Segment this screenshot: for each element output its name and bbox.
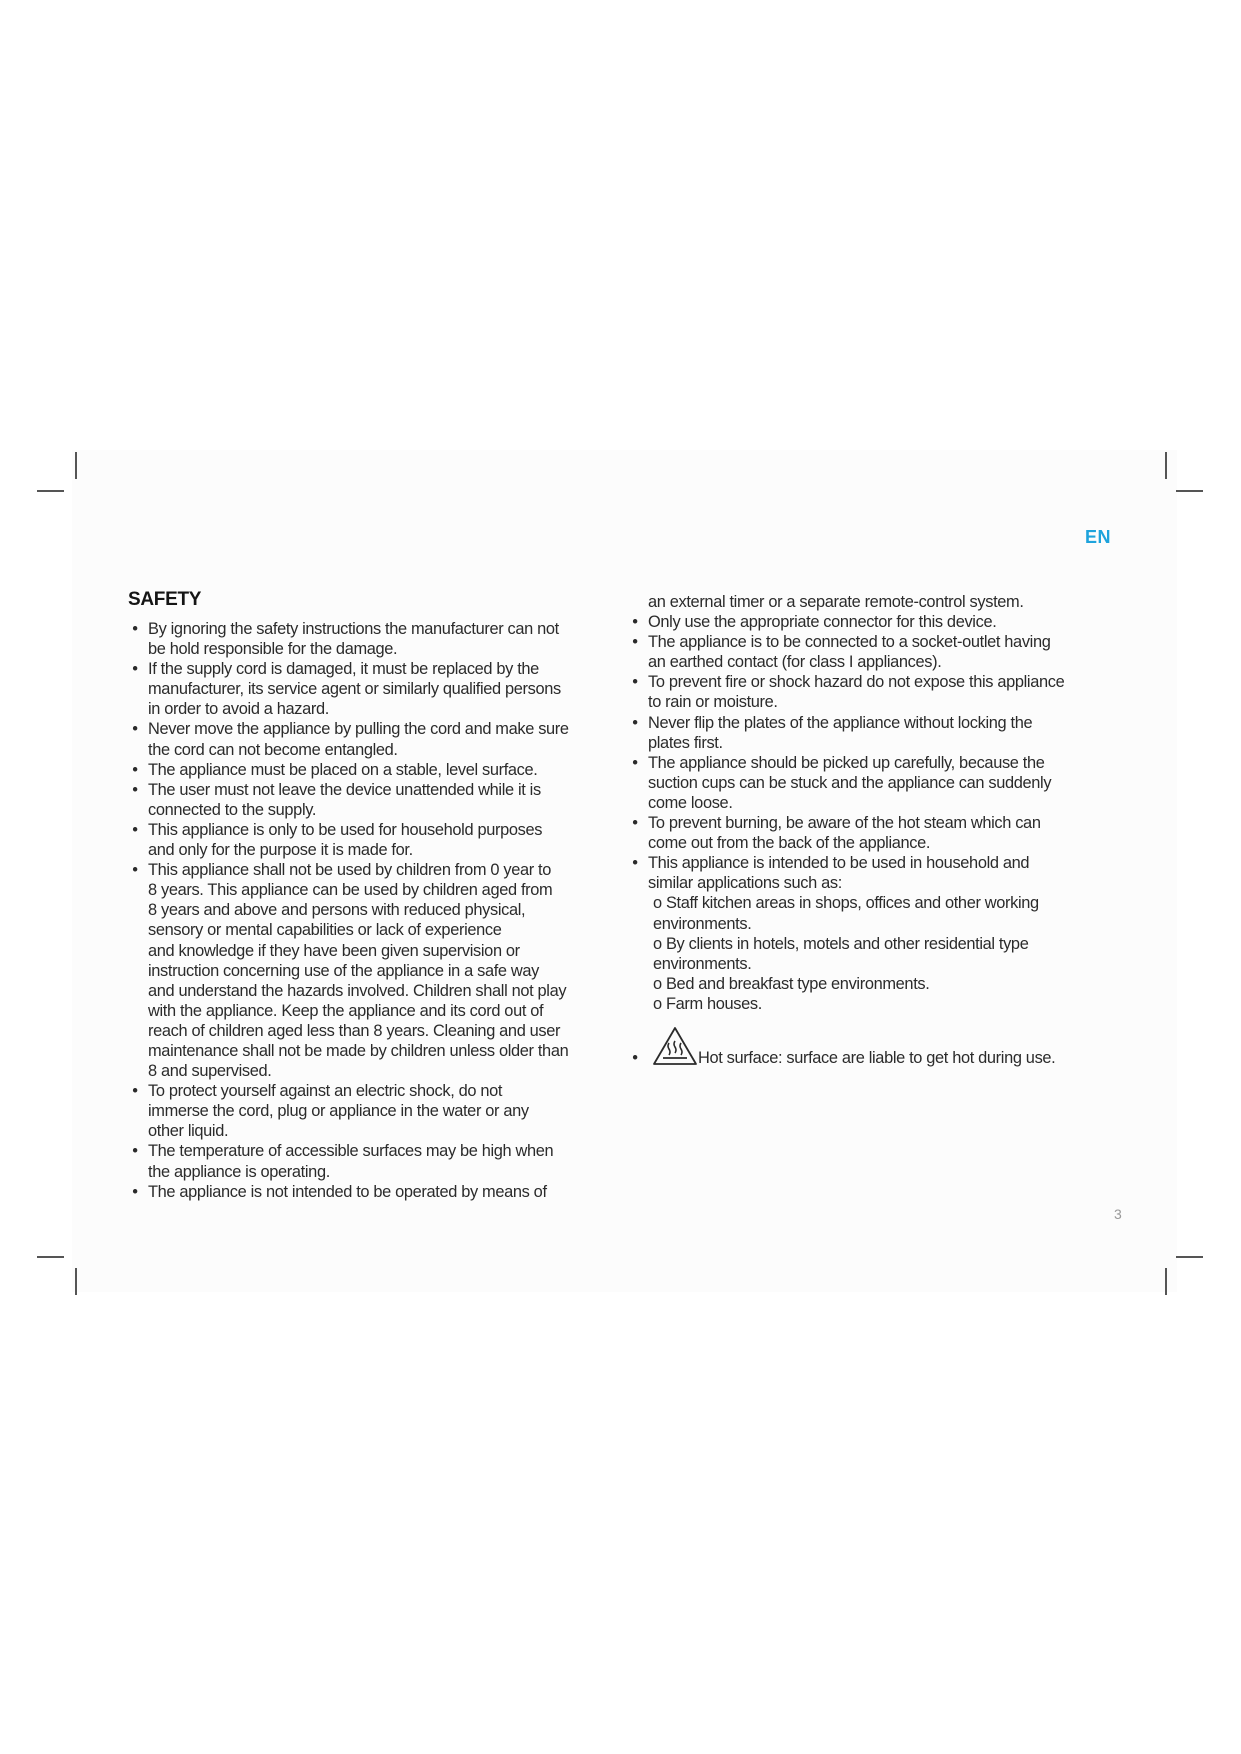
bullet-marker: • xyxy=(132,1082,138,1101)
safety-item-text: The temperature of accessible surfaces may be high when the appliance is operating. xyxy=(148,1142,554,1181)
crop-mark-bottom-left-vertical xyxy=(75,1268,77,1295)
page-number: 3 xyxy=(1114,1206,1122,1222)
safety-item-text: This appliance is intended to be used in household and similar applications such as: xyxy=(648,854,1030,893)
hot-surface-warning-icon xyxy=(652,1026,698,1066)
safety-item-text: The appliance is not intended to be operated by means of xyxy=(148,1182,547,1201)
bullet-marker: • xyxy=(132,720,138,739)
safety-item-text: This appliance is only to be used for household purposes and only for the purpose it is made for. xyxy=(148,820,543,860)
hot-surface-text: Hot surface: surface are liable to get hot during use. xyxy=(698,1048,1056,1067)
crop-mark-top-right-vertical xyxy=(1165,452,1167,479)
safety-item xyxy=(128,719,618,759)
bullet-marker: • xyxy=(132,780,138,799)
bullet-marker: • xyxy=(632,854,638,873)
bullet-marker: • xyxy=(632,713,638,732)
safety-item-text: The user must not leave the device unattended while it is connected to the supply. xyxy=(148,780,541,819)
bullet-marker: • xyxy=(132,760,138,779)
bullet-marker: • xyxy=(632,673,638,692)
safety-item-text: Only use the appropriate connector for this device. xyxy=(648,613,997,632)
safety-item xyxy=(628,813,1128,853)
safety-item xyxy=(128,1141,618,1181)
usage-sub-item: o Bed and breakfast type environments. xyxy=(653,974,930,993)
bullet-marker: • xyxy=(132,1182,138,1201)
safety-list-right xyxy=(628,592,1128,1068)
bullet-marker: • xyxy=(132,660,138,679)
safety-item xyxy=(128,760,618,780)
crop-mark-bottom-right-vertical xyxy=(1165,1268,1167,1295)
safety-item-text: To prevent fire or shock hazard do not expose this appliance to rain or moisture. xyxy=(648,673,1065,712)
bullet-marker: • xyxy=(132,861,138,880)
safety-item-text: Never flip the plates of the appliance without locking the plates first. xyxy=(648,713,1033,752)
crop-mark-bottom-left-horizontal xyxy=(37,1256,64,1258)
safety-item-text: If the supply cord is damaged, it must be replaced by the manufacturer, its service agent or similarly qualified persons in order to avoid a hazard. xyxy=(148,660,561,719)
bullet-marker: • xyxy=(132,820,138,839)
safety-item xyxy=(628,853,1128,893)
safety-item xyxy=(128,1182,618,1202)
safety-item-text: By ignoring the safety instructions the manufacturer can not be hold responsible for the damage. xyxy=(148,620,559,659)
hot-surface-item xyxy=(628,1026,1128,1068)
safety-item xyxy=(128,820,618,860)
safety-item xyxy=(128,659,618,719)
language-tag: EN xyxy=(1085,527,1112,547)
safety-item xyxy=(628,713,1128,753)
bullet-marker: • xyxy=(632,613,638,632)
safety-list-left xyxy=(128,619,618,1202)
bullet-marker: • xyxy=(632,753,638,772)
safety-item-text: To prevent burning, be aware of the hot steam which can come out from the back of the appliance. xyxy=(648,814,1041,853)
safety-item xyxy=(628,672,1128,712)
usage-sub-item: o Staff kitchen areas in shops, offices and other working environments. xyxy=(653,894,1039,933)
safety-item xyxy=(128,780,618,820)
safety-item-text: The appliance must be placed on a stable, level surface. xyxy=(148,760,538,779)
safety-item-text: The appliance is to be connected to a socket-outlet having an earthed contact (for class I appliances). xyxy=(648,633,1051,672)
safety-item xyxy=(628,753,1128,813)
usage-sub-item: o Farm houses. xyxy=(653,994,762,1013)
safety-item xyxy=(128,860,618,1081)
crop-mark-top-left-horizontal xyxy=(37,490,64,492)
safety-item-text: The appliance should be picked up carefully, because the suction cups can be stuck and the appliance can suddenly come loose. xyxy=(648,753,1052,812)
safety-item-text: To protect yourself against an electric shock, do not immerse the cord, plug or appliance in the water or any other liquid. xyxy=(148,1082,529,1141)
bullet-marker: • xyxy=(132,620,138,638)
safety-heading: SAFETY xyxy=(128,589,202,610)
safety-item xyxy=(128,1081,618,1141)
bullet-marker: • xyxy=(632,814,638,833)
safety-item xyxy=(128,619,618,659)
bullet-marker: • xyxy=(632,633,638,652)
crop-mark-bottom-right-horizontal xyxy=(1176,1256,1203,1258)
crop-mark-top-left-vertical xyxy=(75,452,77,479)
safety-item-continuation: an external timer or a separate remote-control system. xyxy=(648,593,1024,611)
safety-item-text: Never move the appliance by pulling the cord and make sure the cord can not become entangled. xyxy=(148,720,569,759)
safety-item xyxy=(628,632,1128,672)
safety-item-text: This appliance shall not be used by children from 0 year to 8 years. This appliance can be used by children aged from 8 years and above and persons with reduced physical, sensory or mental capabilities or lack of experience and knowledge if they have been given supervision or instruction concerning use of the appliance in a safe way and understand the hazards involved. Children shall not play with the appliance. Keep the appliance and its cord out of reach of children aged less than 8 years. Cleaning and user maintenance shall not be made by children unless older than 8 and supervised. xyxy=(148,861,569,1081)
crop-mark-top-right-horizontal xyxy=(1176,490,1203,492)
bullet-marker: • xyxy=(132,1142,138,1161)
bullet-marker: • xyxy=(632,1048,638,1067)
usage-sub-item: o By clients in hotels, motels and other residential type environments. xyxy=(653,934,1029,973)
safety-item xyxy=(628,612,1128,632)
